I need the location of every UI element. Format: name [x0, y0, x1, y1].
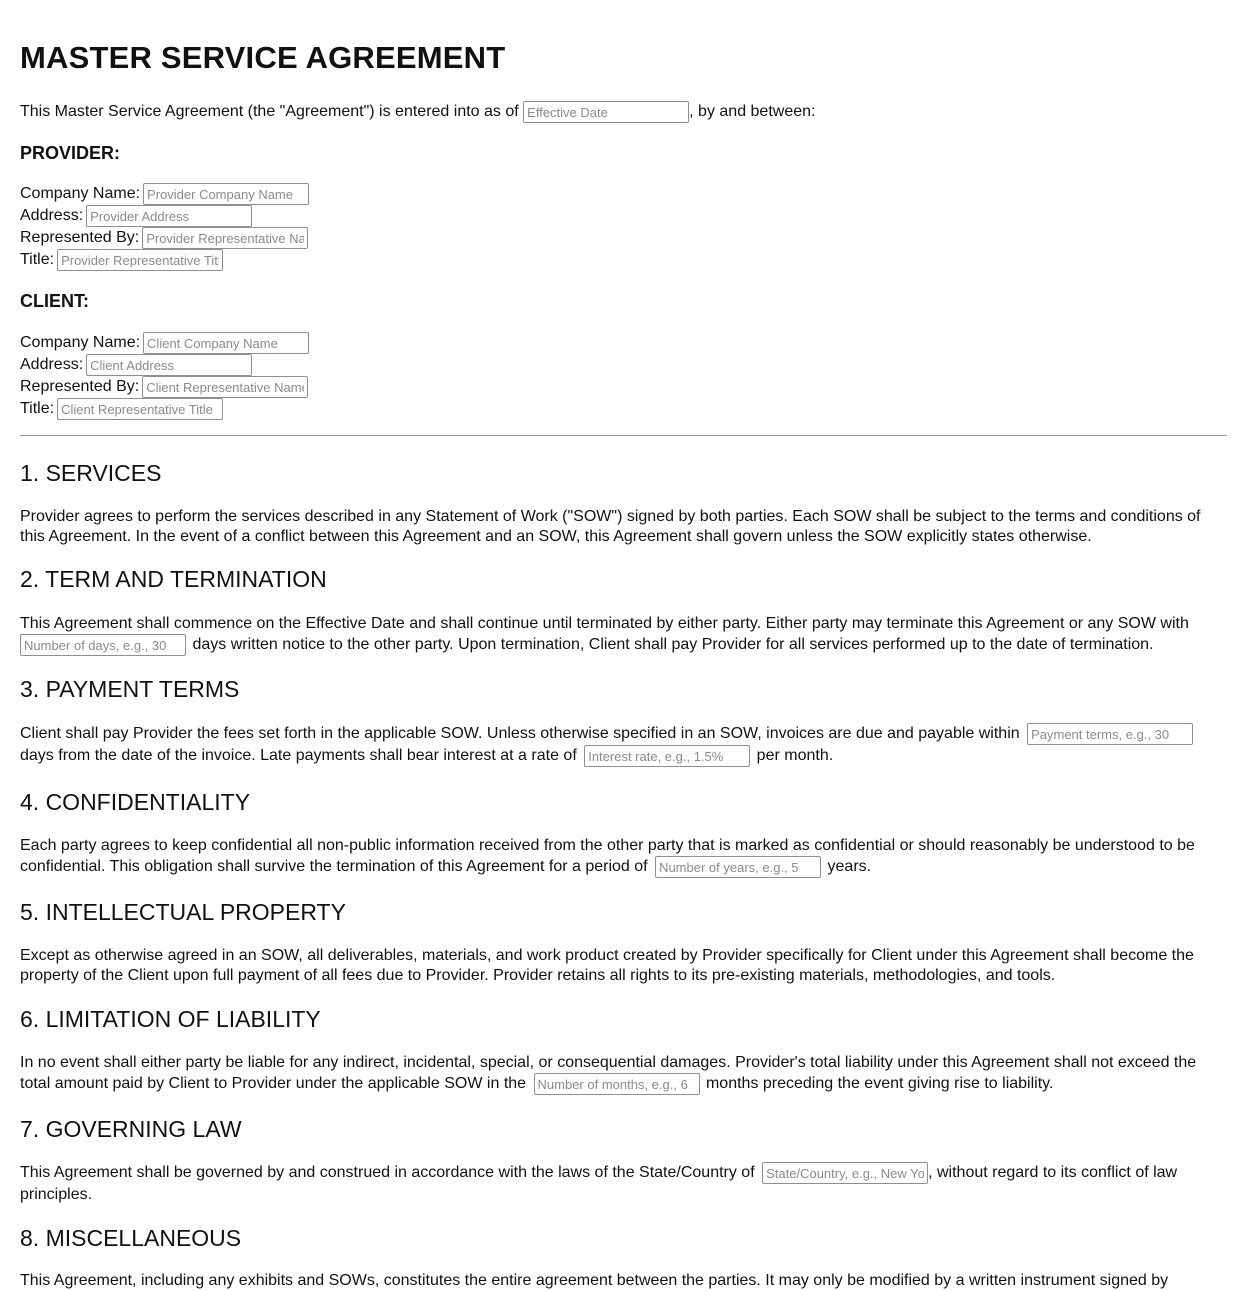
provider-address-input[interactable]: [86, 205, 252, 227]
provider-represented-row: [20, 227, 310, 249]
confidentiality-years-input[interactable]: [655, 856, 821, 878]
client-address-row: [20, 354, 254, 376]
section-text-law: [20, 1162, 1227, 1205]
client-title-input[interactable]: [57, 398, 223, 420]
client-company-label: Company Name:: [20, 334, 141, 352]
provider-company-row: [20, 183, 311, 205]
section-heading-liability: 6. LIMITATION OF LIABILITY: [20, 1006, 321, 1032]
section-heading-ip: 5. INTELLECTUAL PROPERTY: [20, 899, 346, 925]
client-representative-input[interactable]: [142, 376, 308, 398]
section-heading-term: 2. TERM AND TERMINATION: [20, 566, 327, 592]
notice-days-input[interactable]: [20, 634, 186, 656]
intro-text-after: , by and between:: [689, 103, 816, 121]
provider-represented-label: Represented By:: [20, 229, 140, 247]
document-title: MASTER SERVICE AGREEMENT: [20, 40, 506, 75]
section-text-liability: [20, 1052, 1227, 1095]
provider-title-input[interactable]: [57, 249, 223, 271]
client-company-row: [20, 332, 311, 354]
interest-rate-input[interactable]: [584, 745, 750, 767]
confidentiality-text-part2: years.: [827, 858, 872, 876]
client-title-row: [20, 398, 225, 420]
law-text-part1: This Agreement shall be governed by and construed in accordance with the laws of the State/Country of: [20, 1164, 755, 1182]
client-address-input[interactable]: [86, 354, 252, 376]
intro-text-before: This Master Service Agreement (the "Agreement") is entered into as of: [20, 103, 519, 121]
provider-representative-input[interactable]: [142, 227, 308, 249]
provider-heading: PROVIDER:: [20, 143, 121, 163]
provider-address-row: [20, 205, 254, 227]
term-text-part1: This Agreement shall commence on the Effective Date and shall continue until terminated by either party. Either party may terminate this Agreement or any SOW with: [20, 615, 1189, 632]
section-heading-misc: 8. MISCELLANEOUS: [20, 1225, 242, 1251]
section-text-payment: [20, 723, 1227, 767]
client-heading: CLIENT:: [20, 291, 89, 311]
confidentiality-text-part1: Each party agrees to keep confidential all non-public information received from the other party that is marked as confidential or should reasonably be understood to be confidential. This obligation shall survive the termination of this Agreement for a period of: [20, 837, 1195, 876]
client-address-label: Address:: [20, 356, 84, 374]
payment-text-part1: Client shall pay Provider the fees set forth in the applicable SOW. Unless otherwise specified in an SOW, invoices are due and payable within: [20, 725, 1020, 743]
section-text-misc: This Agreement, including any exhibits and SOWs, constitutes the entire agreement between the parties. It may only be modified by a written instrument signed by: [20, 1272, 1169, 1289]
section-divider: [20, 435, 1227, 436]
governing-state-input[interactable]: [762, 1162, 928, 1184]
section-heading-law: 7. GOVERNING LAW: [20, 1116, 242, 1142]
provider-title-label: Title:: [20, 251, 55, 269]
intro-paragraph: [20, 101, 815, 123]
liability-text-part2: months preceding the event giving rise to liability.: [705, 1075, 1054, 1093]
client-title-label: Title:: [20, 400, 55, 418]
term-text-part2: days written notice to the other party. Upon termination, Client shall pay Provider for all services performed up to the date of termination.: [192, 636, 1154, 654]
payment-text-part3: per month.: [756, 747, 834, 765]
liability-text-part1: In no event shall either party be liable for any indirect, incidental, special, or consequential damages. Provider's total liability under this Agreement shall not exceed the total amount paid by Client to Provider under the applicable SOW in the: [20, 1054, 1197, 1093]
provider-address-label: Address:: [20, 207, 84, 225]
effective-date-input[interactable]: [523, 101, 689, 123]
liability-months-input[interactable]: [534, 1073, 700, 1095]
section-heading-services: 1. SERVICES: [20, 460, 162, 486]
client-represented-label: Represented By:: [20, 378, 140, 396]
payment-terms-input[interactable]: [1027, 723, 1193, 745]
section-text-term: [20, 613, 1227, 656]
section-text-confidentiality: [20, 835, 1227, 878]
payment-text-part2: days from the date of the invoice. Late payments shall bear interest at a rate of: [20, 747, 577, 765]
section-text-services: Provider agrees to perform the services described in any Statement of Work ("SOW") signed by both parties. Each SOW shall be subject to the terms and conditions of this Agreement. In the event of a conflict between this Agreement and an SOW, this Agreement shall govern unless the SOW explicitly states otherwise.: [20, 508, 1201, 545]
client-represented-row: [20, 376, 310, 398]
provider-company-label: Company Name:: [20, 185, 141, 203]
law-text-part2: , without regard to its conflict of law principles.: [20, 1164, 1178, 1203]
section-text-ip: Except as otherwise agreed in an SOW, all deliverables, materials, and work product created by Provider specifically for Client under this Agreement shall become the property of the Client upon full payment of all fees due to Provider. Provider retains all rights to its pre-existing materials, methodologies, and tools.: [20, 947, 1194, 984]
provider-title-row: [20, 249, 225, 271]
section-heading-payment: 3. PAYMENT TERMS: [20, 676, 240, 702]
client-company-input[interactable]: [143, 332, 309, 354]
section-heading-confidentiality: 4. CONFIDENTIALITY: [20, 789, 251, 815]
provider-company-input[interactable]: [143, 183, 309, 205]
